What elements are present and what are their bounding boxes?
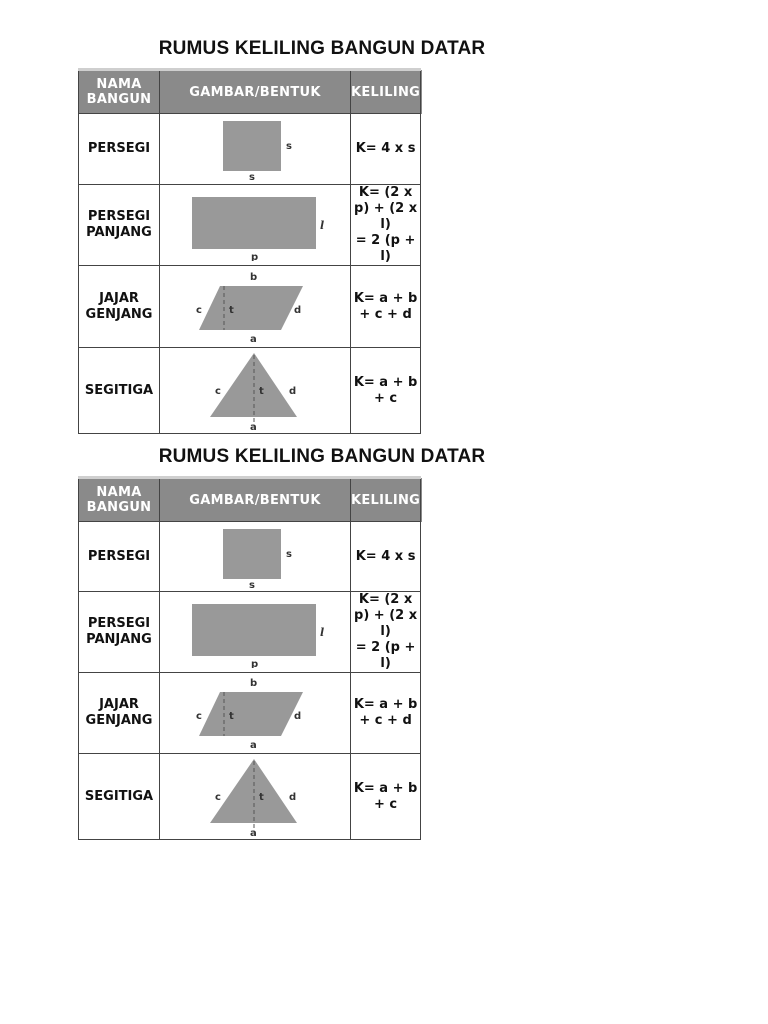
shape-figure bbox=[160, 114, 351, 185]
table-row bbox=[79, 185, 422, 266]
shape-label: a bbox=[250, 827, 257, 839]
shape-label: c bbox=[215, 791, 221, 803]
shape-figure bbox=[160, 522, 351, 592]
formula-cell bbox=[351, 185, 421, 266]
formula-table bbox=[78, 68, 421, 434]
shape-name: PERSEGI bbox=[79, 114, 160, 185]
shape-name: SEGITIGA bbox=[79, 754, 160, 840]
formula-cell bbox=[351, 673, 421, 754]
table-row bbox=[79, 673, 422, 754]
table-row bbox=[79, 348, 422, 434]
header-shape: GAMBAR/BENTUK bbox=[160, 70, 351, 114]
formula-cell bbox=[351, 592, 421, 673]
shape-label: d bbox=[294, 711, 302, 722]
formula-text: K= a + b + c bbox=[353, 780, 418, 812]
formula-text: K= a + b + c bbox=[353, 374, 418, 406]
header-stub bbox=[421, 70, 422, 114]
shape-label: t bbox=[229, 304, 234, 316]
shape-label: s bbox=[249, 579, 255, 590]
shape-name: PERSEGI PANJANG bbox=[79, 592, 160, 673]
shape-label: s bbox=[286, 548, 292, 560]
formula-cell bbox=[351, 114, 421, 185]
formula-text: K= a + b + c + d bbox=[353, 290, 418, 322]
formula-cell bbox=[351, 348, 421, 434]
table-row bbox=[79, 266, 422, 348]
table-title: RUMUS KELILING BANGUN DATAR bbox=[158, 446, 486, 467]
shape-figure bbox=[160, 185, 351, 266]
triangle-shape-icon bbox=[160, 349, 350, 433]
square-shape-icon bbox=[160, 524, 350, 590]
shape-label: c bbox=[196, 711, 202, 722]
header-name: NAMA BANGUN bbox=[79, 478, 160, 522]
shape-figure bbox=[160, 266, 351, 348]
shape-label: l bbox=[320, 626, 325, 639]
parallelogram-shape-icon bbox=[160, 268, 350, 346]
shape-label: b bbox=[250, 271, 258, 283]
formula-text: K= 4 x s bbox=[355, 141, 416, 156]
header-row bbox=[79, 70, 422, 114]
table-row bbox=[79, 592, 422, 673]
shape-name: PERSEGI bbox=[79, 522, 160, 592]
shape-figure bbox=[160, 673, 351, 754]
header-row bbox=[79, 478, 422, 522]
table-row bbox=[79, 522, 422, 592]
shape-label: p bbox=[251, 252, 259, 261]
rectangle-shape-icon bbox=[160, 189, 350, 261]
table-row bbox=[79, 754, 422, 840]
formula-cell bbox=[351, 522, 421, 592]
shape-label: t bbox=[229, 711, 234, 722]
formula-cell bbox=[351, 754, 421, 840]
shape-name: JAJAR GENJANG bbox=[79, 266, 160, 348]
shape-name: PERSEGI PANJANG bbox=[79, 185, 160, 266]
shape-label: s bbox=[249, 172, 255, 182]
formula-table bbox=[78, 476, 421, 840]
shape-label: d bbox=[294, 304, 302, 316]
shape-label: a bbox=[250, 740, 257, 751]
rectangle-shape-icon bbox=[160, 596, 350, 668]
shape-name: JAJAR GENJANG bbox=[79, 673, 160, 754]
square-shape-icon bbox=[160, 116, 350, 182]
shape-label: a bbox=[250, 421, 257, 433]
formula-text: = 2 (p + l) bbox=[355, 640, 416, 671]
shape-label: b bbox=[250, 678, 258, 689]
triangle-shape-icon bbox=[160, 755, 350, 839]
shape-label: c bbox=[196, 304, 202, 316]
formula-text: K= 4 x s bbox=[355, 548, 416, 564]
shape-label: d bbox=[289, 791, 297, 803]
formula-text: = 2 (p + l) bbox=[355, 233, 416, 264]
shape-name: SEGITIGA bbox=[79, 348, 160, 434]
header-formula: KELILING bbox=[351, 70, 421, 114]
table-row bbox=[79, 114, 422, 185]
formula-text: K= (2 x p) + (2 x l) bbox=[354, 592, 418, 639]
header-shape: GAMBAR/BENTUK bbox=[160, 478, 351, 522]
shape-label: p bbox=[251, 659, 259, 668]
shape-label: s bbox=[286, 141, 292, 152]
table-title: RUMUS KELILING BANGUN DATAR bbox=[158, 38, 486, 59]
shape-figure bbox=[160, 348, 351, 434]
formula-text: K= (2 x p) + (2 x l) bbox=[354, 185, 418, 232]
shape-label: t bbox=[259, 385, 264, 397]
shape-label: t bbox=[259, 791, 264, 803]
header-name: NAMA BANGUN bbox=[79, 70, 160, 114]
formula-cell bbox=[351, 266, 421, 348]
formula-text: K= a + b + c + d bbox=[353, 697, 418, 728]
shape-label: l bbox=[320, 219, 325, 232]
header-stub bbox=[421, 478, 422, 522]
shape-figure bbox=[160, 592, 351, 673]
shape-label: a bbox=[250, 333, 257, 345]
shape-figure bbox=[160, 754, 351, 840]
shape-label: c bbox=[215, 385, 221, 397]
parallelogram-shape-icon bbox=[160, 674, 350, 752]
shape-label: d bbox=[289, 385, 297, 397]
header-formula: KELILING bbox=[351, 478, 421, 522]
